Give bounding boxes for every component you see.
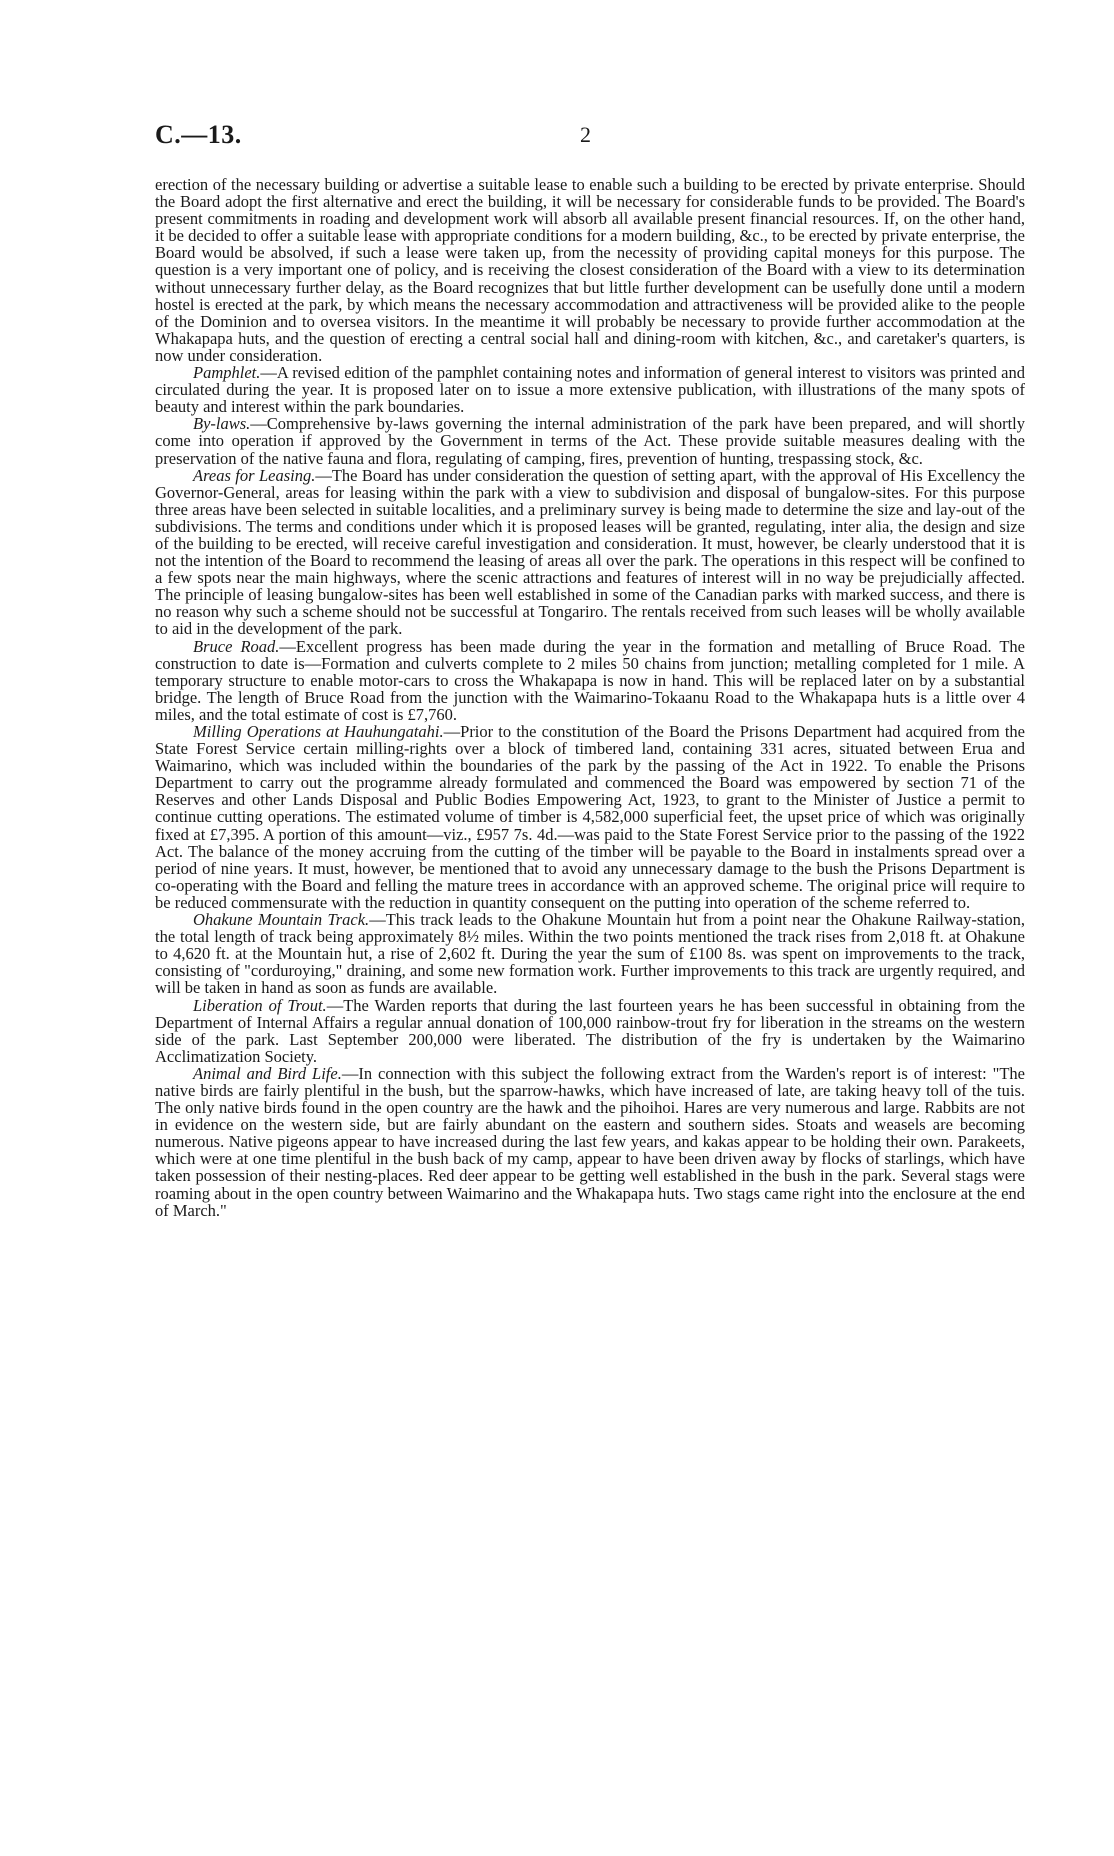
paragraph-pamphlet [155,364,1025,415]
section-heading: Animal and Bird Life. [193,1063,342,1083]
paragraph-liberation-of-trout [155,997,1025,1065]
paragraph-text: —Comprehensive by-laws governing the internal administration of the park have been prepared, and will shortly come into operation if approved by the Government in terms of the Act. These provide suitable measures dealing with the preservation of the native fauna and flora, regulating of camping, fires, prevention of hunting, trespassing stock, &c. [155,414,1025,468]
section-heading: Ohakune Mountain Track. [193,910,370,930]
page-header [155,120,1025,160]
paragraph-areas-for-leasing [155,467,1025,638]
paragraph-bruce-road [155,638,1025,723]
section-heading: Pamphlet. [193,363,261,383]
body-text [155,176,1025,1219]
paragraph-text: —Prior to the constitution of the Board the Prisons Department had acquired from the State Forest Service certain milling-rights over a block of timbered land, containing 331 acres, situated between Erua and Waimarino, which was included within the boundaries of the park by the passing of the Act in 1922. To enable the Prisons Department to carry out the programme already formulated and commenced the Board was empowered by section 71 of the Reserves and other Lands Disposal and Public Bodies Empowering Act, 1923, to grant to the Minister of Justice a permit to continue cutting operations. The estimated volume of timber is 4,582,000 superficial feet, the upset price of which was originally fixed at £7,395. A portion of this amount—viz., £957 7s. 4d.—was paid to the State Forest Service prior to the passing of the 1922 Act. The balance of the money accruing from the cutting of the timber will be payable to the Board in instalments spread over a period of nine years. It must, however, be mentioned that to avoid any unnecessary damage to the bush the Prisons Department is co-operating with the Board and felling the mature trees in accordance with an approved scheme. The original price will require to be reduced commensurate with the reduction in quantity consequent on the putting into operation of the scheme referred to. [155,722,1025,912]
section-heading: Areas for Leasing. [193,465,316,485]
paragraph-text: —A revised edition of the pamphlet containing notes and information of general interest to visitors was printed and circulated during the year. It is proposed later on to issue a more extensive publication, with illustrations of the many spots of beauty and interest within the park boundaries. [155,363,1025,417]
paragraph-text: —The Warden reports that during the last fourteen years he has been successful in obtaining from the Department of Internal Affairs a regular annual donation of 100,000 rainbow-trout fry for liberation in the streams on the western side of the park. Last September 200,000 were liberated. The distribution of the fry is undertaken by the Waimarino Acclimatization Society. [155,995,1025,1066]
paragraph-text: —This track leads to the Ohakune Mountain hut from a point near the Ohakune Railway-station, the total length of track being approximately 8½ miles. Within the two points mentioned the track rises from 2,018 ft. at Ohakune to 4,620 ft. at the Mountain hut, a rise of 2,602 ft. During the year the sum of £100 8s. was spent on improvements to the track, consisting of "corduroying," draining, and some new formation work. Further improvements to this track are urgently required, and will be taken in hand as soon as funds are available. [155,910,1025,998]
paragraph-milling-operations [155,723,1025,911]
section-heading: Liberation of Trout. [193,995,327,1015]
paragraph-text: —The Board has under consideration the question of setting apart, with the approval of His Excellency the Governor-General, areas for leasing within the park with a view to subdivision and disposal of bungalow-sites. For this purpose three areas have been selected in suitable localities, and a preliminary survey is being made to determine the size and lay-out of the subdivisions. The terms and conditions under which it is proposed leases will be granted, regulating, inter alia, the design and size of the building to be erected, will receive careful investigation and consideration. It must, however, be clearly understood that it is not the intention of the Board to recommend the leasing of areas all over the park. The operations in this respect will be confined to a few spots near the main highways, where the scenic attractions and features of interest will in no way be prejudicially affected. The principle of leasing bungalow-sites has been well established in some of the Canadian parks with marked success, and there is no reason why such a scheme should not be successful at Tongariro. The rentals received from such leases will be wholly available to aid in the development of the park. [155,465,1025,639]
section-heading: By-laws. [193,414,251,434]
section-heading: Milling Operations at Hauhungatahi. [193,722,444,741]
paragraph-text: —Excellent progress has been made during the year in the formation and metalling of Bruce Road. The construction to date is—Formation and culverts complete to 2 miles 50 chains from junction; metalling completed for 1 mile. A temporary structure to enable motor-cars to cross the Whakapapa is now in hand. This will be replaced later on by a substantial bridge. The length of Bruce Road from the junction with the Waimarino-Tokaanu Road to the Whakapapa huts is a little over 4 miles, and the total estimate of cost is £7,760. [155,636,1025,724]
paragraph-ohakune-track [155,911,1025,996]
paragraph-text: —In connection with this subject the following extract from the Warden's report is of interest: "The native birds are fairly plentiful in the bush, but the sparrow-hawks, which have increased of late, are taking heavy toll of the tuis. The only native birds found in the open country are the hawk and the pihoihoi. Hares are very numerous and large. Rabbits are not in evidence on the western side, but are fairly abundant on the eastern and southern sides. Stoats and weasels are becoming numerous. Native pigeons appear to have increased during the last few years, and kakas appear to be holding their own. Parakeets, which were at one time plentiful in the bush back of my camp, appear to have been driven away by flocks of starlings, which have taken possession of their nesting-places. Red deer appear to be getting well established in the bush in the park. Several stags were roaming about in the open country between Waimarino and the Whakapapa huts. Two stags came right into the enclosure at the end of March." [155,1063,1026,1220]
paragraph-text: erection of the necessary building or advertise a suitable lease to enable such a building to be erected by private enterprise. Should the Board adopt the first alternative and erect the building, it will be necessary for considerable funds to be provided. The Board's present commitments in roading and development work will absorb all available present financial resources. If, on the other hand, it be decided to offer a suitable lease with appropriate conditions for a modern building, &c., to be erected by private enterprise, the Board would be absolved, if such a lease were taken up, from the necessity of providing capital moneys for this purpose. The question is a very important one of policy, and is receiving the closest consideration of the Board with a view to its determination without unnecessary further delay, as the Board recognizes that but little further development can be usefully done until a modern hostel is erected at the park, by which means the necessary accommodation and attractiveness will be provided alike to the people of the Dominion and to oversea visitors. In the meantime it will probably be necessary to provide further accommodation at the Whakapapa huts, and the question of erecting a central social hall and dining-room with kitchen, &c., and caretaker's quarters, is now under consideration. [155,175,1025,365]
page-number: 2 [580,122,591,147]
paragraph-hostel-continuation [155,176,1025,364]
paragraph-animal-and-bird-life [155,1065,1025,1219]
paragraph-by-laws [155,415,1025,466]
document-reference: C.—13. [155,120,242,149]
section-heading: Bruce Road. [193,636,280,656]
